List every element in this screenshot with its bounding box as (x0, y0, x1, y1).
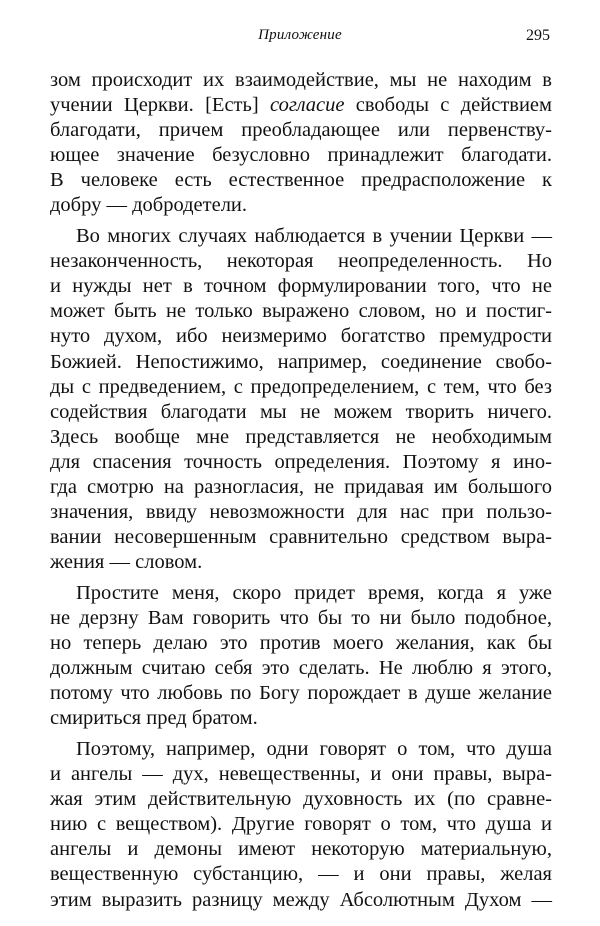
paragraph (50, 68, 552, 218)
text-line: нию с веществом). Другие говорят о том, что душа и (50, 813, 552, 836)
text-line: и нужды нет в точном формулировании того, что не (50, 275, 552, 298)
text-line: зом происходит их взаимодействие, мы не находим в (50, 69, 552, 91)
text-line: В человеке есть естественное предрасположение к (50, 169, 552, 192)
text-line: но теперь делаю это против моего желания, как бы (50, 632, 552, 655)
text-line: может быть не только выражено словом, но и постиг- (50, 300, 552, 323)
text-line: вании несовершенным сравнительно средством выра- (50, 525, 552, 548)
page-number: 295 (526, 27, 550, 44)
text-line: Божией. Непостижимо, например, соединение свобо- (50, 350, 552, 373)
text-line: для спасения точность определения. Поэтому я ино- (50, 450, 552, 473)
running-header (0, 27, 600, 51)
text-line: незаконченность, некоторая неопределенность. Но (50, 250, 552, 273)
text-line: смириться пред братом. (50, 707, 258, 730)
text-line: значения, ввиду невозможности для нас при пользо- (50, 500, 552, 523)
text-line: ющее значение безусловно принадлежит благодати. (50, 144, 552, 167)
text-line: гда смотрю на разногласия, не придавая им большого (50, 475, 552, 498)
text-line: потому что любовь по Богу порождает в душе желание (50, 682, 552, 705)
text-line: нуто духом, ибо неизмеримо богатство премудрости (50, 325, 552, 348)
text-line: Простите меня, скоро придет время, когда я уже (76, 581, 552, 604)
text-line: этим выразить разницу между Абсолютным Духом — (50, 888, 552, 911)
text-line: жения — словом. (50, 550, 203, 573)
text-line: Поэтому, например, одни говорят о том, что душа (76, 738, 552, 761)
text-line: добру — добродетели. (50, 194, 248, 217)
text-line: ды с предведением, с предопределением, с тем, что без (50, 375, 552, 398)
text-line: ангелы и демоны имеют некоторую материальную, (50, 838, 552, 861)
text-line: не дерзну Вам говорить что бы то ни было подобное, (50, 606, 552, 629)
body-text (50, 68, 552, 913)
paragraph (50, 581, 552, 731)
text-line: вещественную субстанцию, — и они правы, желая (50, 863, 552, 886)
text-line: должным считаю себя это сделать. Не люблю я этого, (50, 657, 552, 680)
text-line: благодати, причем преобладающее или первенству- (50, 119, 552, 142)
paragraph (50, 224, 552, 575)
text-line: и ангелы — дух, невещественны, и они правы, выра- (50, 763, 552, 786)
paragraph (50, 737, 552, 912)
text-line: жая этим действительную духовность их (по сравне- (50, 788, 552, 811)
text-line-with-emphasis: учении Церкви. [Есть] согласие свободы с действием (50, 94, 552, 117)
text-line: Здесь вообще мне представляется не необходимым (50, 425, 552, 448)
running-title: Приложение (258, 27, 342, 43)
text-line: содействия благодати мы не можем творить ничего. (50, 400, 552, 423)
text-line: Во многих случаях наблюдается в учении Церкви — (76, 225, 552, 248)
emphasized-word: согласие (270, 94, 345, 117)
